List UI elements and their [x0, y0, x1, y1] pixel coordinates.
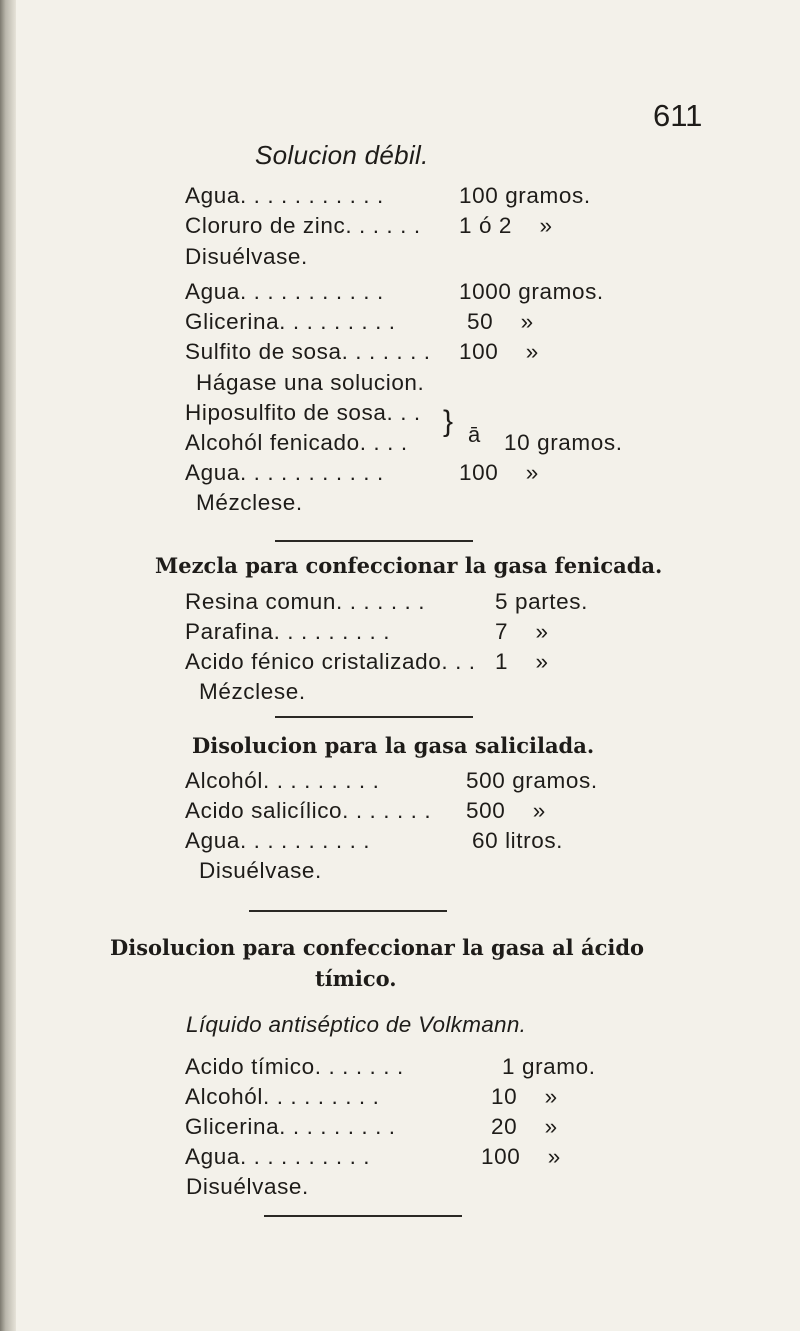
instruction-note: Disuélvase. — [186, 1174, 309, 1199]
ingredient-label: Acido tímico. . . . . . . — [185, 1054, 404, 1079]
recipe-row — [185, 828, 645, 858]
instruction-note: Disuélvase. — [199, 858, 322, 883]
ingredient-label: Sulfito de sosa. . . . . . . — [185, 339, 431, 364]
ingredient-amount: 20 » — [491, 1114, 558, 1139]
ingredient-amount: 100 » — [459, 460, 539, 485]
section-heading-solucion-debil: Solucion débil. — [255, 140, 429, 170]
grouping-brace: } — [443, 405, 454, 438]
recipe-row — [185, 798, 645, 828]
recipe-row — [185, 1114, 645, 1144]
ingredient-label: Acido fénico cristalizado. . . — [185, 649, 476, 674]
ingredient-label: Agua. . . . . . . . . . . — [185, 460, 384, 485]
ingredient-amount: 1 » — [495, 649, 549, 674]
ingredient-amount: 5 partes. — [495, 589, 588, 614]
instruction-note: Mézclese. — [196, 490, 303, 515]
recipe-row — [185, 589, 645, 619]
ingredient-label: Agua. . . . . . . . . . . — [185, 183, 384, 208]
ingredient-amount: 10 gramos. — [504, 430, 623, 455]
ingredient-label: Parafina. . . . . . . . . — [185, 619, 391, 644]
at-sign-each: ā — [468, 422, 481, 447]
section-heading-continuation: tímico. — [315, 966, 397, 991]
recipe-row — [185, 1054, 645, 1084]
ingredient-label: Glicerina. . . . . . . . . — [185, 1114, 396, 1139]
ingredient-label: Alcohól fenicado. . . . — [185, 430, 408, 455]
ingredient-label: Hiposulfito de sosa. . . — [185, 400, 421, 425]
recipe-row — [185, 649, 645, 679]
ingredient-amount: 50 » — [467, 309, 534, 334]
page-number: 611 — [653, 98, 703, 133]
ingredient-amount: 1 ó 2 » — [459, 213, 553, 238]
ingredient-amount: 100 gramos. — [459, 183, 591, 208]
section-heading-gasa-salicilada: Disolucion para la gasa salicilada. — [192, 733, 595, 758]
section-divider — [275, 716, 473, 718]
ingredient-label: Cloruro de zinc. . . . . . — [185, 213, 421, 238]
recipe-row — [185, 460, 645, 490]
recipe-row — [185, 1084, 645, 1114]
section-divider — [264, 1215, 462, 1217]
ingredient-label: Alcohól. . . . . . . . . — [185, 768, 380, 793]
ingredient-label: Alcohól. . . . . . . . . — [185, 1084, 380, 1109]
section-heading-gasa-fenicada: Mezcla para confeccionar la gasa fenicada. — [155, 553, 663, 578]
ingredient-label: Agua. . . . . . . . . . . — [185, 279, 384, 304]
recipe-row — [185, 619, 645, 649]
instruction-note: Disuélvase. — [185, 244, 308, 269]
ingredient-amount: 7 » — [495, 619, 549, 644]
ingredient-amount: 500 » — [466, 798, 546, 823]
instruction-note: Mézclese. — [199, 679, 306, 704]
recipe-row — [185, 400, 475, 430]
recipe-row — [185, 309, 645, 339]
ingredient-label: Acido salicílico. . . . . . . — [185, 798, 432, 823]
recipe-row — [185, 430, 475, 460]
recipe-row — [185, 768, 645, 798]
recipe-row — [185, 1144, 645, 1174]
subheading-volkmann: Líquido antiséptico de Volkmann. — [186, 1012, 527, 1037]
recipe-row — [185, 339, 645, 369]
recipe-row — [185, 279, 645, 309]
book-spine-shadow — [0, 0, 16, 1331]
section-heading-gasa-acido-timico: Disolucion para confeccionar la gasa al ácido — [110, 935, 645, 960]
ingredient-amount: 1 gramo. — [502, 1054, 596, 1079]
ingredient-label: Resina comun. . . . . . . — [185, 589, 426, 614]
section-divider — [249, 910, 447, 912]
ingredient-amount: 500 gramos. — [466, 768, 598, 793]
ingredient-label: Glicerina. . . . . . . . . — [185, 309, 396, 334]
ingredient-label: Agua. . . . . . . . . . — [185, 828, 371, 853]
ingredient-amount: 100 » — [459, 339, 539, 364]
ingredient-amount: 100 » — [481, 1144, 561, 1169]
ingredient-label: Agua. . . . . . . . . . — [185, 1144, 371, 1169]
ingredient-amount: 60 litros. — [472, 828, 564, 853]
ingredient-amount: 10 » — [491, 1084, 558, 1109]
instruction-note: Hágase una solucion. — [196, 370, 425, 395]
recipe-row — [185, 183, 645, 213]
section-divider — [275, 540, 473, 542]
recipe-row — [185, 213, 645, 243]
ingredient-amount: 1000 gramos. — [459, 279, 604, 304]
